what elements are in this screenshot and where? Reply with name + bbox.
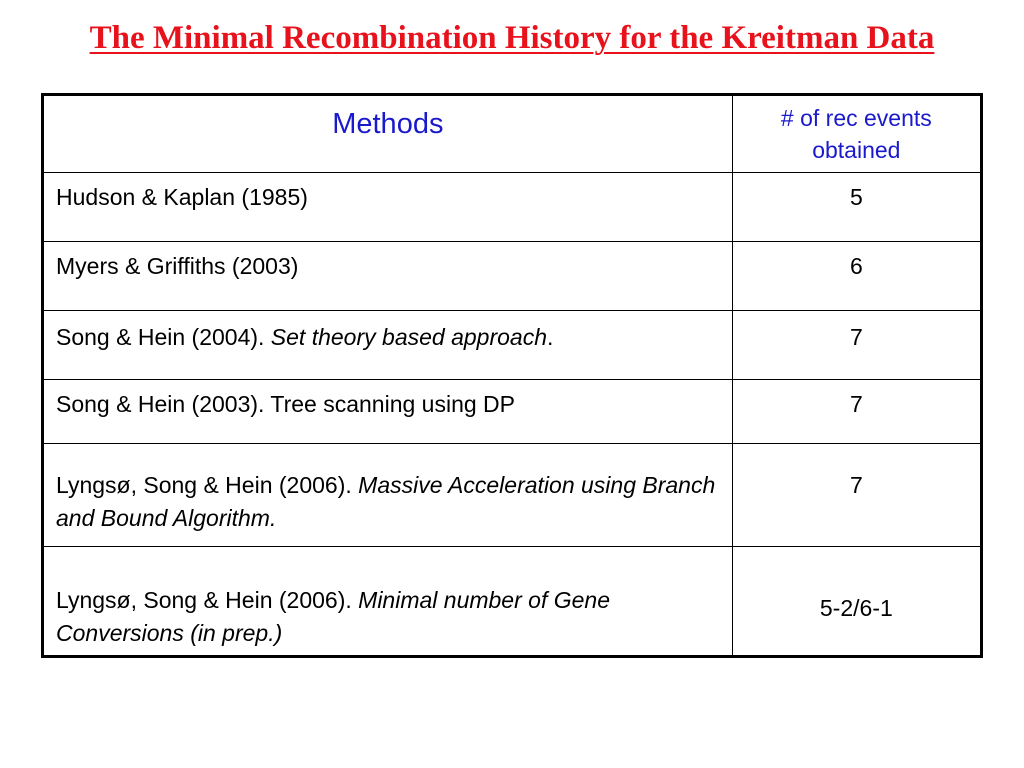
table-row — [43, 380, 982, 444]
table-row — [43, 242, 982, 311]
results-table — [41, 93, 983, 658]
count-cell: 7 — [732, 311, 981, 380]
method-text: Song & Hein (2004). — [56, 324, 271, 350]
count-cell: 7 — [732, 380, 981, 444]
method-text: Myers & Griffiths (2003) — [56, 253, 299, 279]
method-text: Lyngsø, Song & Hein (2006). — [56, 587, 359, 613]
table-row — [43, 173, 982, 242]
header-rec-events-line1: # of rec events — [780, 105, 932, 131]
table-row — [43, 444, 982, 547]
method-cell — [43, 242, 733, 311]
table-row — [43, 547, 982, 657]
count-cell: 6 — [732, 242, 981, 311]
method-italic-text: Set theory based approach — [270, 324, 547, 350]
method-text: Hudson & Kaplan (1985) — [56, 184, 308, 210]
method-text: Lyngsø, Song & Hein (2006). — [56, 472, 359, 498]
method-cell — [43, 444, 733, 547]
method-italic-text: Massive Acceleration using Branch and Bound Algorithm. — [56, 472, 716, 531]
slide-title — [0, 18, 1024, 58]
header-rec-events — [732, 95, 981, 173]
method-text: Song & Hein (2003). Tree scanning using DP — [56, 391, 515, 417]
count-cell: 7 — [732, 444, 981, 547]
table-header-row — [43, 95, 982, 173]
count-cell: 5 — [732, 173, 981, 242]
method-italic-text: Minimal number of Gene Conversions (in prep.) — [56, 587, 610, 646]
header-methods: Methods — [43, 95, 733, 173]
method-cell — [43, 380, 733, 444]
method-cell — [43, 311, 733, 380]
header-rec-events-line2: obtained — [812, 137, 901, 163]
count-cell: 5-2/6-1 — [732, 547, 981, 657]
method-tail-text: . — [547, 324, 554, 350]
method-cell — [43, 547, 733, 657]
slide-title-text: The Minimal Recombination History for the Kreitman Data — [89, 20, 935, 56]
table-row — [43, 311, 982, 380]
method-cell — [43, 173, 733, 242]
